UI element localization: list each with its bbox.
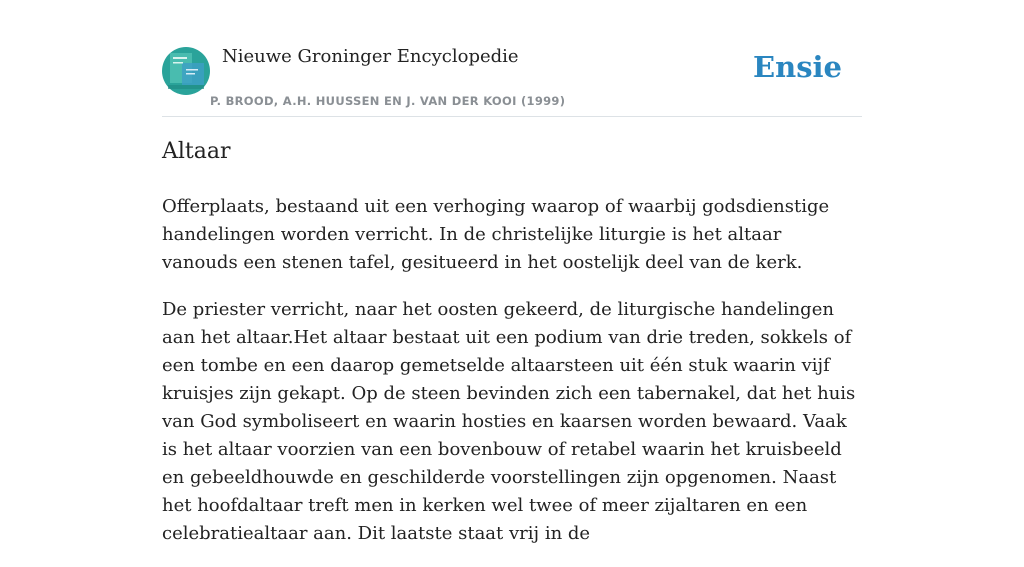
article-body	[162, 193, 862, 567]
article-paragraph: De priester verricht, naar het oosten gekeerd, de liturgische handelingen aan het altaar.Het altaar bestaat uit een podium van drie treden, sokkels of een tombe en een daarop gemetselde altaarsteen uit één stuk waarin vijf kruisjes zijn gekapt. Op de steen bevinden zich een tabernakel, dat het huis van God symboliseert en waarin hosties en kaarsen worden bewaard. Vaak is het altaar voorzien van een bovenbouw of retabel waarin het kruisbeeld en gebeeldhouwde en geschilderde voorstellingen zijn opgenomen. Naast het hoofdaltaar treft men in kerken wel twee of meer zijaltaren en een celebratiealtaar aan. Dit laatste staat vrij in de	[162, 299, 856, 544]
encyclopedia-name[interactable]: Nieuwe Groninger Encyclopedie	[222, 46, 519, 67]
article-title: Altaar	[162, 139, 231, 164]
article-paragraph: Offerplaats, bestaand uit een verhoging waarop of waarbij godsdienstige handelingen worden verricht. In de christelijke liturgie is het altaar vanouds een stenen tafel, gesitueerd in het oostelijk deel van de kerk.	[162, 196, 830, 273]
book-cover-icon	[162, 47, 210, 95]
encyclopedia-avatar[interactable]	[162, 47, 210, 95]
brand-logo[interactable]: Ensie	[753, 50, 842, 84]
authors-line: P. BROOD, A.H. HUUSSEN EN J. VAN DER KOOI (1999)	[210, 94, 566, 108]
header	[162, 40, 862, 117]
